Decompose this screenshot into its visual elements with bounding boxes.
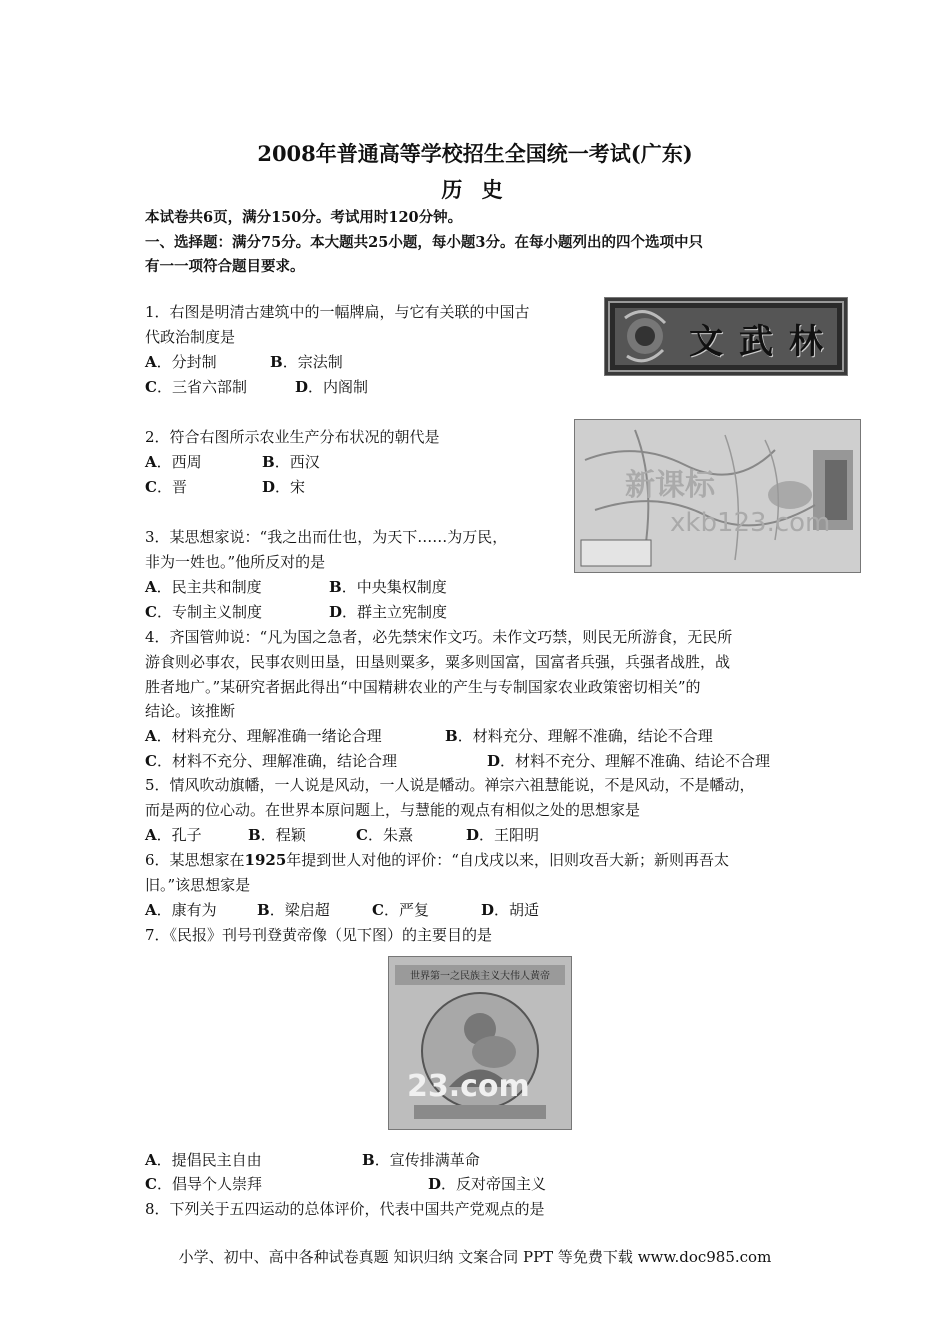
q2-option-d: D．宋 — [262, 478, 306, 496]
q7-option-c: C．倡导个人崇拜 — [145, 1175, 262, 1193]
q5-option-a: A．孔子 — [145, 826, 202, 844]
q6-stem-line1: 6．某思想家在1925年提到世人对他的评价：“自戊戌以来，旧则攻吾大新；新则再吾太 — [145, 851, 729, 869]
q4-option-a: A．材料充分、理解准确一绪论合理 — [145, 727, 382, 745]
q2-option-a: A．西周 — [145, 453, 202, 471]
q5-option-c: C．朱熹 — [356, 826, 413, 844]
subject-title: 历 史 — [441, 177, 509, 202]
page-footer: 小学、初中、高中各种试卷真题 知识归纳 文案合同 PPT 等免费下载 www.doc985.com — [178, 1248, 772, 1266]
q4-option-c: C．材料不充分、理解准确，结论合理 — [145, 752, 397, 770]
q4-stem-line4: 结论。该推断 — [145, 702, 236, 720]
q2-stem: 2．符合右图所示农业生产分布状况的朝代是 — [145, 428, 440, 446]
q4-stem-line3: 胜者地广。”某研究者据此得出“中国精耕农业的产生与专制国家农业政策密切相关”的 — [145, 678, 701, 696]
q6-stem-line2: 旧。”该思想家是 — [145, 876, 251, 894]
q5-stem-line1: 5．情风吹动旗幡，一人说是风动，一人说是幡动。禅宗六祖慧能说，不是风动，不是幡动， — [145, 776, 755, 794]
q8-stem: 8．下列关于五四运动的总体评价，代表中国共产党观点的是 — [145, 1200, 545, 1218]
q4-option-d: D．材料不充分、理解不准确、结论不合理 — [487, 752, 771, 770]
q6-option-b: B．梁启超 — [257, 901, 330, 919]
q4-stem-line2: 游食则必事农，民事农则田垦，田垦则粟多，粟多则国富，国富者兵强，兵强者战胜，战 — [145, 653, 731, 671]
exam-info: 本试卷共6页，满分150分。考试用时120分钟。 — [145, 209, 463, 226]
q1-stem-line1: 1．右图是明清古建筑中的一幅牌扁，与它有关联的中国古 — [145, 303, 530, 321]
portrait-watermark: 23.com — [407, 1069, 530, 1104]
q4-stem-line1: 4．齐国管帅说：“凡为国之急者，必先禁宋作文巧。未作文巧禁，则民无所游食，无民所 — [145, 628, 733, 646]
plaque-image — [604, 297, 848, 376]
q5-option-b: B．程颖 — [248, 826, 306, 844]
q3-option-b: B．中央集权制度 — [329, 578, 447, 596]
q1-option-a: A．分封制 — [145, 353, 217, 371]
q1-option-c: C．三省六部制 — [145, 378, 247, 396]
q6-option-a: A．康有为 — [145, 901, 217, 919]
section-instructions-line1: 一、选择题：满分75分。本大题共25小题，每小题3分。在每小题列出的四个选项中只 — [145, 234, 703, 251]
map-watermark-url: xkb123.com — [670, 508, 831, 538]
q7-option-d: D．反对帝国主义 — [428, 1175, 547, 1193]
q2-option-c: C．晋 — [145, 478, 187, 496]
q1-option-d: D．内阁制 — [295, 378, 369, 396]
q1-stem-line2: 代政治制度是 — [145, 328, 236, 346]
agriculture-map-image — [574, 419, 861, 573]
q5-option-d: D．王阳明 — [466, 826, 540, 844]
plaque-text: 文 武 林 — [689, 322, 825, 362]
exam-title: 2008年普通高等学校招生全国统一考试(广东) — [257, 141, 693, 166]
map-watermark-text: 新课标 — [625, 468, 715, 503]
q7-stem: 7．《民报》刊号刊登黄帝像（见下图）的主要目的是 — [145, 926, 493, 944]
q6-option-c: C．严复 — [372, 901, 429, 919]
huangdi-portrait-image — [388, 956, 572, 1130]
q3-option-c: C．专制主义制度 — [145, 603, 262, 621]
q2-option-b: B．西汉 — [262, 453, 320, 471]
q6-option-d: D．胡适 — [481, 901, 540, 919]
q3-option-d: D．群主立宪制度 — [329, 603, 448, 621]
q4-option-b: B．材料充分、理解不准确，结论不合理 — [445, 727, 713, 745]
q5-stem-line2: 而是两的位心动。在世界本原问题上，与慧能的观点有相似之处的思想家是 — [145, 801, 641, 819]
portrait-caption: 世界第一之民族主义大伟人黄帝 — [410, 971, 550, 982]
q3-stem-line1: 3．某思想家说：“我之出而仕也，为天下……为万民， — [145, 528, 508, 546]
q3-option-a: A．民主共和制度 — [145, 578, 262, 596]
section-instructions-line2: 有一一项符合题目要求。 — [145, 258, 305, 275]
q3-stem-line2: 非为一姓也。”他所反对的是 — [145, 553, 326, 571]
q1-option-b: B．宗法制 — [270, 353, 343, 371]
q7-option-a: A．提倡民主自由 — [145, 1151, 262, 1169]
q7-option-b: B．宣传排满革命 — [362, 1151, 480, 1169]
